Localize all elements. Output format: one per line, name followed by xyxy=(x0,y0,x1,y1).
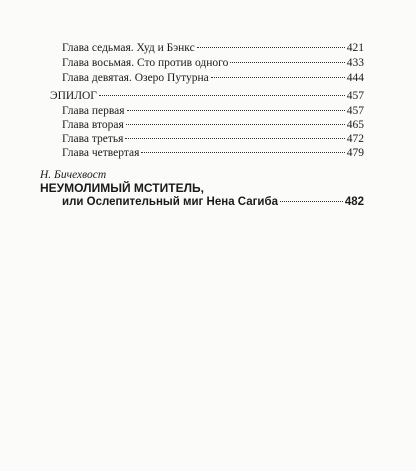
toc-entry xyxy=(62,118,364,132)
toc-entry-label: Глава первая xyxy=(62,105,125,117)
toc-entry xyxy=(62,104,364,118)
dot-leader xyxy=(99,95,345,96)
toc-section-epilog xyxy=(50,89,364,103)
dot-leader xyxy=(230,62,344,63)
toc-entry-label: Глава седьмая. Худ и Бэнкс xyxy=(62,42,195,54)
author-name: Н. Бичехвост xyxy=(40,169,107,181)
work-subtitle-entry xyxy=(62,195,364,209)
dot-leader xyxy=(127,110,345,111)
toc-entry-page: 465 xyxy=(346,119,364,131)
toc-entry xyxy=(62,146,364,160)
toc-entry-label: Глава девятая. Озеро Путурна xyxy=(62,72,209,84)
dot-leader xyxy=(125,138,344,139)
toc-section-label: ЭПИЛОГ xyxy=(50,90,97,102)
toc-entry-label: Глава восьмая. Сто против одного xyxy=(62,57,229,69)
toc-entry-page: 457 xyxy=(346,105,364,117)
work-subtitle: или Ослепительный миг Нена Сагиба xyxy=(62,196,278,208)
toc-entry-label: Глава вторая xyxy=(62,119,124,131)
work-title: НЕУМОЛИМЫЙ МСТИТЕЛЬ, xyxy=(40,181,204,195)
dot-leader xyxy=(197,47,345,48)
dot-leader xyxy=(141,152,344,153)
toc-entry-page: 444 xyxy=(346,72,364,84)
work-page: 482 xyxy=(344,196,364,208)
dot-leader xyxy=(280,201,343,202)
toc-entry-page: 421 xyxy=(346,42,364,54)
toc-entry xyxy=(62,56,364,70)
toc-entry xyxy=(62,71,364,85)
toc-entry-label: Глава третья xyxy=(62,133,124,145)
toc-entry-page: 433 xyxy=(346,57,364,69)
toc-entry-page: 479 xyxy=(346,147,364,159)
toc-entry xyxy=(62,41,364,55)
toc-section-page: 457 xyxy=(346,90,364,102)
toc-entry-label: Глава четвертая xyxy=(62,147,140,159)
dot-leader xyxy=(126,124,345,125)
dot-leader xyxy=(211,77,345,78)
toc-entry-page: 472 xyxy=(346,133,364,145)
toc-entry xyxy=(62,132,364,146)
